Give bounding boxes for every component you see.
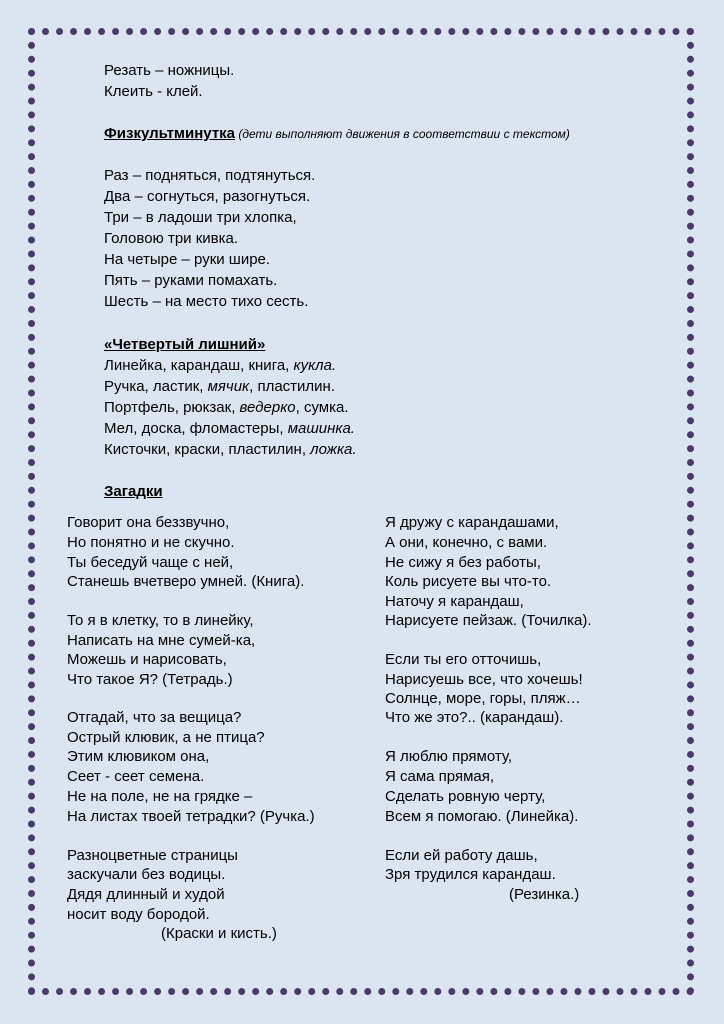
poem-line: Три – в ладоши три хлопка,	[104, 209, 297, 226]
riddle-line: Зря трудился карандаш.	[385, 866, 556, 883]
riddle-line: Солнце, море, горы, пляж…	[385, 690, 581, 707]
row-tail: , пластилин.	[249, 378, 336, 395]
riddle-line: Я люблю прямоту,	[385, 748, 513, 765]
riddle-line: Не на поле, не на грядке –	[67, 788, 253, 805]
fizminutka-note: (дети выполняют движения в соответствии с текстом)	[235, 127, 570, 141]
riddle-answer: (Резинка.)	[509, 886, 580, 903]
poem-line: Шесть – на место тихо сесть.	[104, 293, 309, 310]
riddle-line: Если ты его отточишь,	[385, 651, 542, 668]
odd-word: ведерко	[239, 399, 296, 416]
riddle-line: Но понятно и не скучно.	[67, 534, 235, 551]
riddle-line: Наточу я карандаш,	[385, 593, 524, 610]
riddle-line: заскучали без водицы.	[67, 866, 226, 883]
odd-word: кукла.	[293, 357, 337, 374]
fourth-row	[104, 377, 335, 397]
riddle-line: На листах твоей тетрадки? (Ручка.)	[67, 808, 315, 825]
poem-line: Два – согнуться, разогнуться.	[104, 188, 311, 205]
riddle-line: Говорит она беззвучно,	[67, 514, 230, 531]
poem-line: Пять – руками помахать.	[104, 272, 278, 289]
riddle-line: Не сижу я без работы,	[385, 554, 541, 571]
riddle-line: Я сама прямая,	[385, 768, 495, 785]
riddle-line: Отгадай, что за вещица?	[67, 709, 242, 726]
row-text: Ручка, ластик,	[104, 378, 208, 395]
row-text: Портфель, рюкзак,	[104, 399, 240, 416]
fourth-heading: «Четвертый лишний»	[104, 336, 266, 353]
riddle-line: Станешь вчетверо умней. (Книга).	[67, 573, 305, 590]
riddle-line: Можешь и нарисовать,	[67, 651, 227, 668]
poem-line: Головою три кивка.	[104, 230, 239, 247]
row-text: Кисточки, краски, пластилин,	[104, 441, 311, 458]
riddle-line: Нарисуете пейзаж. (Точилка).	[385, 612, 592, 629]
riddle-line: Разноцветные страницы	[67, 847, 238, 864]
riddle-line: Что такое Я? (Тетрадь.)	[67, 671, 233, 688]
riddle-line: Дядя длинный и худой	[67, 886, 225, 903]
riddle-line: А они, конечно, с вами.	[385, 534, 548, 551]
text-line: Резать – ножницы.	[104, 62, 235, 79]
row-text: Линейка, карандаш, книга,	[104, 357, 294, 374]
riddle-line: Если ей работу дашь,	[385, 847, 538, 864]
poem-line: На четыре – руки шире.	[104, 251, 271, 268]
text-line: Клеить - клей.	[104, 83, 203, 100]
riddle-line: Коль рисуете вы что-то.	[385, 573, 552, 590]
riddle-line: Острый клювик, а не птица?	[67, 729, 265, 746]
riddle-line: Ты беседуй чаще с ней,	[67, 554, 234, 571]
fourth-row	[104, 440, 357, 460]
odd-word: машинка.	[287, 420, 355, 437]
riddle-line: Написать на мне сумей-ка,	[67, 632, 256, 649]
riddle-line: Всем я помогаю. (Линейка).	[385, 808, 579, 825]
fourth-row	[104, 419, 355, 439]
riddle-line: То я в клетку, то в линейку,	[67, 612, 254, 629]
fourth-row	[104, 356, 336, 376]
riddle-line: Нарисуешь все, что хочешь!	[385, 671, 583, 688]
riddle-line: Сделать ровную черту,	[385, 788, 546, 805]
poem-line: Раз – подняться, подтянуться.	[104, 167, 316, 184]
riddle-line: носит воду бородой.	[67, 906, 210, 923]
riddle-line: Что же это?.. (карандаш).	[385, 709, 564, 726]
riddle-answer: (Краски и кисть.)	[161, 925, 277, 942]
row-text: Мел, доска, фломастеры,	[104, 420, 288, 437]
riddle-line: Этим клювиком она,	[67, 748, 210, 765]
riddles-heading: Загадки	[104, 483, 163, 500]
riddle-line: Сеет - сеет семена.	[67, 768, 205, 785]
fizminutka-heading	[104, 124, 570, 144]
riddle-line: Я дружу с карандашами,	[385, 514, 559, 531]
odd-word: ложка.	[310, 441, 357, 458]
fizminutka-title: Физкультминутка	[104, 125, 236, 142]
fourth-row	[104, 398, 349, 418]
odd-word: мячик	[207, 378, 250, 395]
row-tail: , сумка.	[295, 399, 349, 416]
